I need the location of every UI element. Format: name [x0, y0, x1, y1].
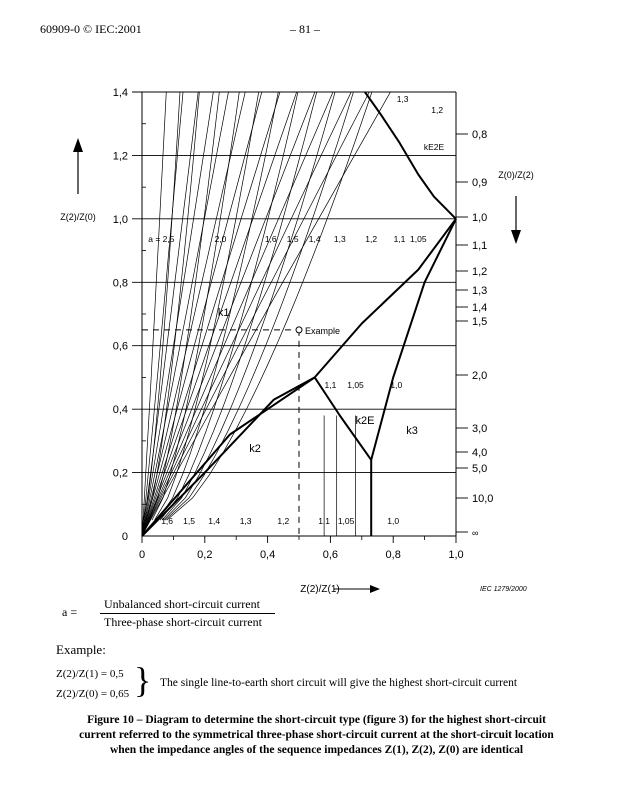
- y-tick-label: 1,4: [112, 87, 128, 99]
- right-axis-label: ∞: [472, 528, 479, 538]
- curve-label-bottom: 1,2: [277, 516, 290, 526]
- chart-labels: [60, 94, 534, 595]
- right-axis-label: 0,9: [472, 177, 488, 189]
- right-axis-label: 1,2: [472, 266, 488, 278]
- right-axis-label: 3,0: [472, 423, 488, 435]
- right-axis-label: 1,3: [472, 285, 488, 297]
- right-axis-label: 2,0: [472, 370, 488, 382]
- curve-label-bottom: 1,5: [183, 516, 196, 526]
- caption-line-2: current referred to the symmetrical three-phase short-circuit current at the short-circuit location: [79, 729, 554, 741]
- x-tick-label: 0,2: [197, 549, 213, 561]
- brace-icon: }: [134, 660, 152, 700]
- x-axis-arrow-icon: [370, 585, 380, 593]
- curve-label-bottom: 1,05: [337, 516, 355, 526]
- caption-line-1: Figure 10 – Diagram to determine the short-circuit type (figure 3) for the highest short-circuit: [87, 714, 546, 726]
- region-label: kE2E: [423, 142, 445, 152]
- curve-label-top: 1,3: [396, 94, 409, 104]
- curve-label-upper: 1,1: [393, 234, 406, 244]
- formula-numerator: Unbalanced short-circuit current: [104, 597, 260, 611]
- region-label: k3: [406, 425, 418, 437]
- a-curve: [142, 76, 378, 536]
- curve-label-bottom: 1,0: [387, 516, 400, 526]
- curve-label-upper: 1,3: [333, 234, 346, 244]
- example-point: [296, 327, 302, 333]
- a-curve-upper: [146, 76, 201, 520]
- right-axis-label: 4,0: [472, 447, 488, 459]
- region-boundaries: [142, 92, 456, 536]
- a-curve-upper: [165, 76, 358, 520]
- y-tick-label: 0,6: [112, 340, 128, 353]
- x-axis-title: Z(2)/Z(1): [300, 584, 340, 595]
- curve-label-upper: 1,05: [410, 234, 427, 244]
- right-axis-label: 1,1: [472, 240, 488, 252]
- a-curve-upper: [162, 76, 321, 520]
- right-axis-label: 0,8: [472, 129, 488, 141]
- up-arrow-icon: [73, 138, 83, 152]
- example-label: Example: [305, 325, 341, 336]
- y-tick-label: 0,4: [112, 404, 128, 417]
- curve-label-mid: 1,05: [347, 380, 364, 390]
- curve-label-bottom: 1,3: [239, 516, 252, 526]
- x-tick-label: 0,6: [322, 549, 339, 561]
- x-tick-label: 1,0: [448, 549, 464, 561]
- curve-label-upper: 1,4: [308, 234, 321, 244]
- a-curve: [142, 76, 200, 536]
- example-line-1: Z(2)/Z(1) = 0,5: [56, 668, 124, 680]
- curve-label-upper: 2,0: [214, 234, 227, 244]
- curve-label-bottom: 1,6: [161, 516, 174, 526]
- example-statement: The single line-to-earth short circuit will give the highest short-circuit current: [160, 677, 518, 689]
- example-title: Example:: [56, 642, 106, 657]
- y-axis-title-right: Z(0)/Z(2): [498, 170, 534, 180]
- right-axis-label: 10,0: [472, 493, 494, 505]
- curve-label-mid: 1,0: [390, 380, 403, 390]
- fraction-bar: [100, 613, 275, 614]
- a-curve: [142, 76, 266, 536]
- figure-caption: [40, 713, 593, 758]
- y-tick-label: 0: [121, 531, 128, 543]
- curve-label-upper: 1,2: [365, 234, 378, 244]
- y-axis-title-left: Z(2)/Z(0): [60, 212, 96, 222]
- region-label: k1: [217, 307, 230, 319]
- curve-label-mid: 1,1: [324, 380, 337, 390]
- y-tick-label: 1,2: [112, 150, 128, 163]
- page-header-left: 60909-0 © IEC:2001: [40, 22, 142, 36]
- curve-label-upper: a = 2,5: [148, 234, 175, 244]
- curve-label-bottom: 1,1: [318, 516, 331, 526]
- curve-label-top: 1,2: [431, 105, 444, 115]
- y-tick-label: 0,8: [112, 277, 128, 290]
- curve-label-upper: 1,6: [264, 234, 277, 244]
- a-curve: [142, 76, 167, 536]
- a-curve: [142, 76, 359, 536]
- right-axis-label: 1,5: [472, 316, 488, 328]
- right-axis-label: 1,0: [472, 212, 488, 224]
- a-curve-upper: [152, 76, 242, 520]
- a-curve-upper: [155, 76, 262, 520]
- x-tick-label: 0,4: [259, 549, 276, 561]
- x-tick-label: 0: [138, 549, 146, 561]
- down-arrow-icon: [511, 230, 521, 244]
- figure-id: IEC 1279/2000: [480, 586, 527, 593]
- formula-denominator: Three-phase short-circuit current: [104, 615, 262, 629]
- caption-line-3: when the impedance angles of the sequence impedances Z(1), Z(2), Z(0) are identical: [109, 744, 524, 756]
- gridlines: [132, 92, 456, 536]
- example-line-2: Z(2)/Z(0) = 0,65: [56, 688, 130, 700]
- boundary-k3: [371, 219, 456, 536]
- region-label: k2: [249, 443, 261, 455]
- region-label: k2E: [355, 415, 375, 427]
- right-axis-label: 1,4: [472, 302, 488, 314]
- formula-lhs: a =: [62, 605, 78, 619]
- y-tick-label: 0,2: [112, 467, 128, 480]
- right-axis-label: 5,0: [472, 463, 488, 475]
- y-tick-label: 1,0: [112, 213, 128, 226]
- curve-label-bottom: 1,4: [208, 516, 221, 526]
- page-number: – 81 –: [290, 22, 320, 36]
- curve-label-upper: 1,5: [286, 234, 299, 244]
- x-tick-label: 0,8: [385, 549, 401, 561]
